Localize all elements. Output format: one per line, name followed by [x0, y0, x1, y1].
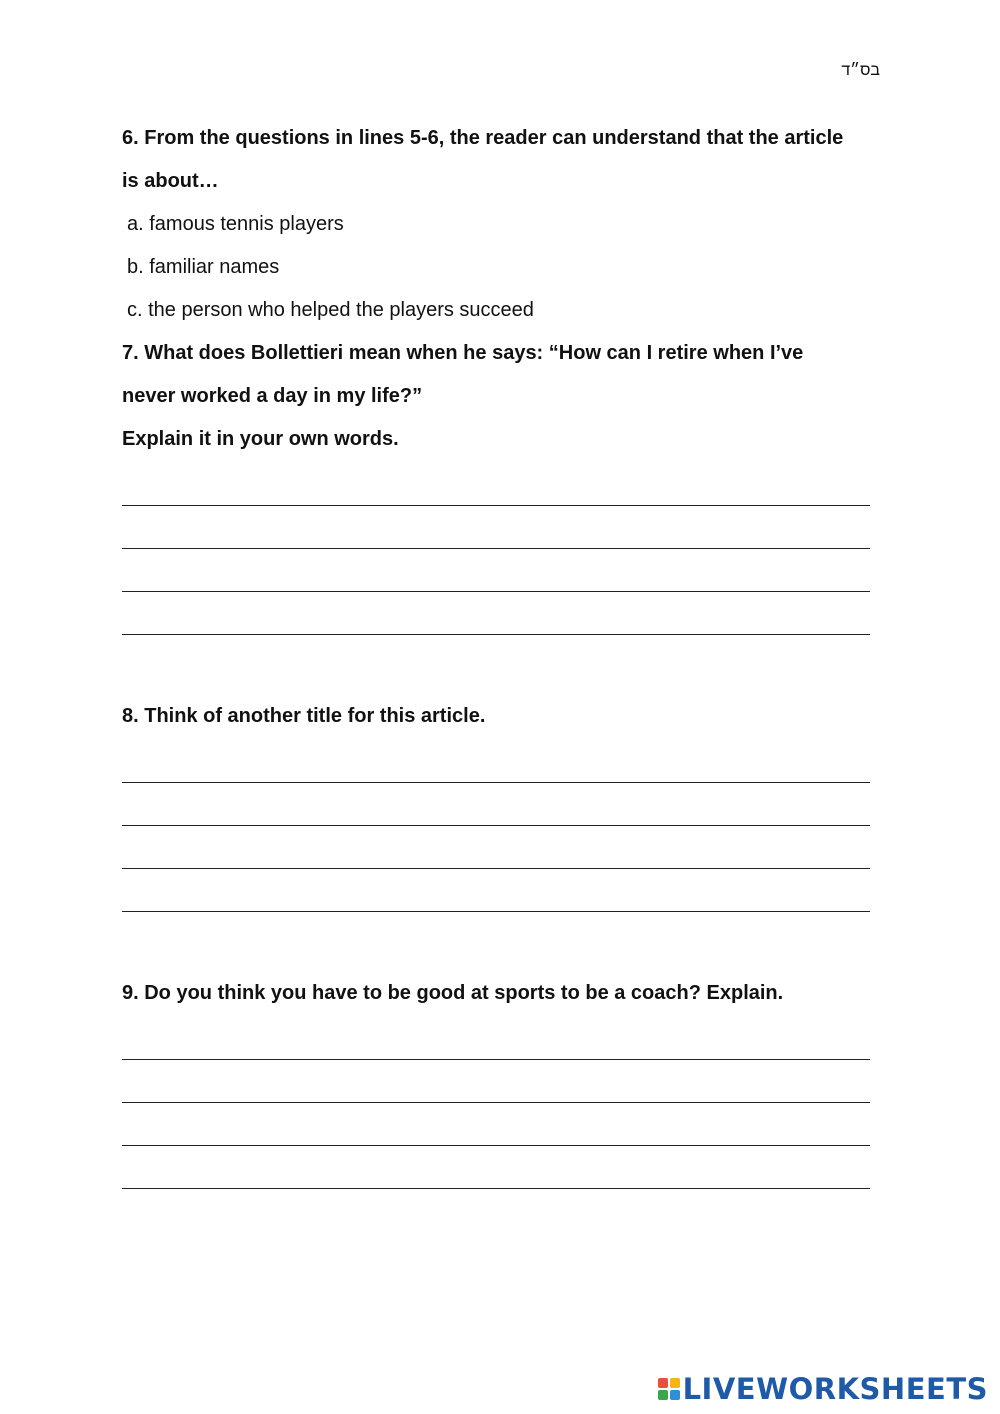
- question-9-answer-line[interactable]: [122, 1146, 882, 1189]
- question-9-answer-area: [122, 1017, 882, 1189]
- question-8-answer-line[interactable]: [122, 826, 882, 869]
- spacer: [122, 912, 882, 972]
- question-8-prompt: 8. Think of another title for this article.: [122, 705, 486, 727]
- question-7-prompt-line-2: never worked a day in my life?”: [122, 385, 423, 407]
- question-9-answer-line[interactable]: [122, 1017, 882, 1060]
- liveworksheets-logo: [658, 1372, 988, 1406]
- question-6-option-a[interactable]: a. famous tennis players: [127, 213, 344, 235]
- question-8: [122, 695, 882, 912]
- question-7-answer-line[interactable]: [122, 592, 882, 635]
- question-7-prompt-line-1: 7. What does Bollettieri mean when he says: “How can I retire when I’ve: [122, 342, 804, 364]
- question-7-answer-line[interactable]: [122, 506, 882, 549]
- question-6-prompt-line-2: is about…: [122, 170, 219, 192]
- question-7-answer-line[interactable]: [122, 463, 882, 506]
- spacer: [122, 635, 882, 695]
- question-9-answer-line[interactable]: [122, 1060, 882, 1103]
- logo-cell: [658, 1390, 668, 1400]
- question-6-option-b[interactable]: b. familiar names: [127, 256, 280, 278]
- question-7-answer-line[interactable]: [122, 549, 882, 592]
- question-7-instruction: Explain it in your own words.: [122, 428, 399, 450]
- logo-cell: [670, 1390, 680, 1400]
- question-9: [122, 972, 882, 1189]
- question-6: [122, 117, 882, 332]
- logo-grid-icon: [658, 1378, 680, 1400]
- question-7: [122, 332, 882, 635]
- logo-cell: [670, 1378, 680, 1388]
- question-8-answer-line[interactable]: [122, 869, 882, 912]
- worksheet-content: [122, 117, 882, 1189]
- question-8-answer-line[interactable]: [122, 783, 882, 826]
- question-8-answer-line[interactable]: [122, 740, 882, 783]
- logo-text: LIVEWORKSHEETS: [682, 1372, 988, 1406]
- question-9-answer-line[interactable]: [122, 1103, 882, 1146]
- logo-cell: [658, 1378, 668, 1388]
- header-mark: בס״ד: [841, 62, 880, 79]
- question-9-prompt: 9. Do you think you have to be good at sports to be a coach? Explain.: [122, 982, 784, 1004]
- question-6-option-c[interactable]: c. the person who helped the players succeed: [127, 299, 534, 321]
- question-6-prompt-line-1: 6. From the questions in lines 5-6, the reader can understand that the article: [122, 127, 844, 149]
- question-8-answer-area: [122, 740, 882, 912]
- question-7-answer-area: [122, 463, 882, 635]
